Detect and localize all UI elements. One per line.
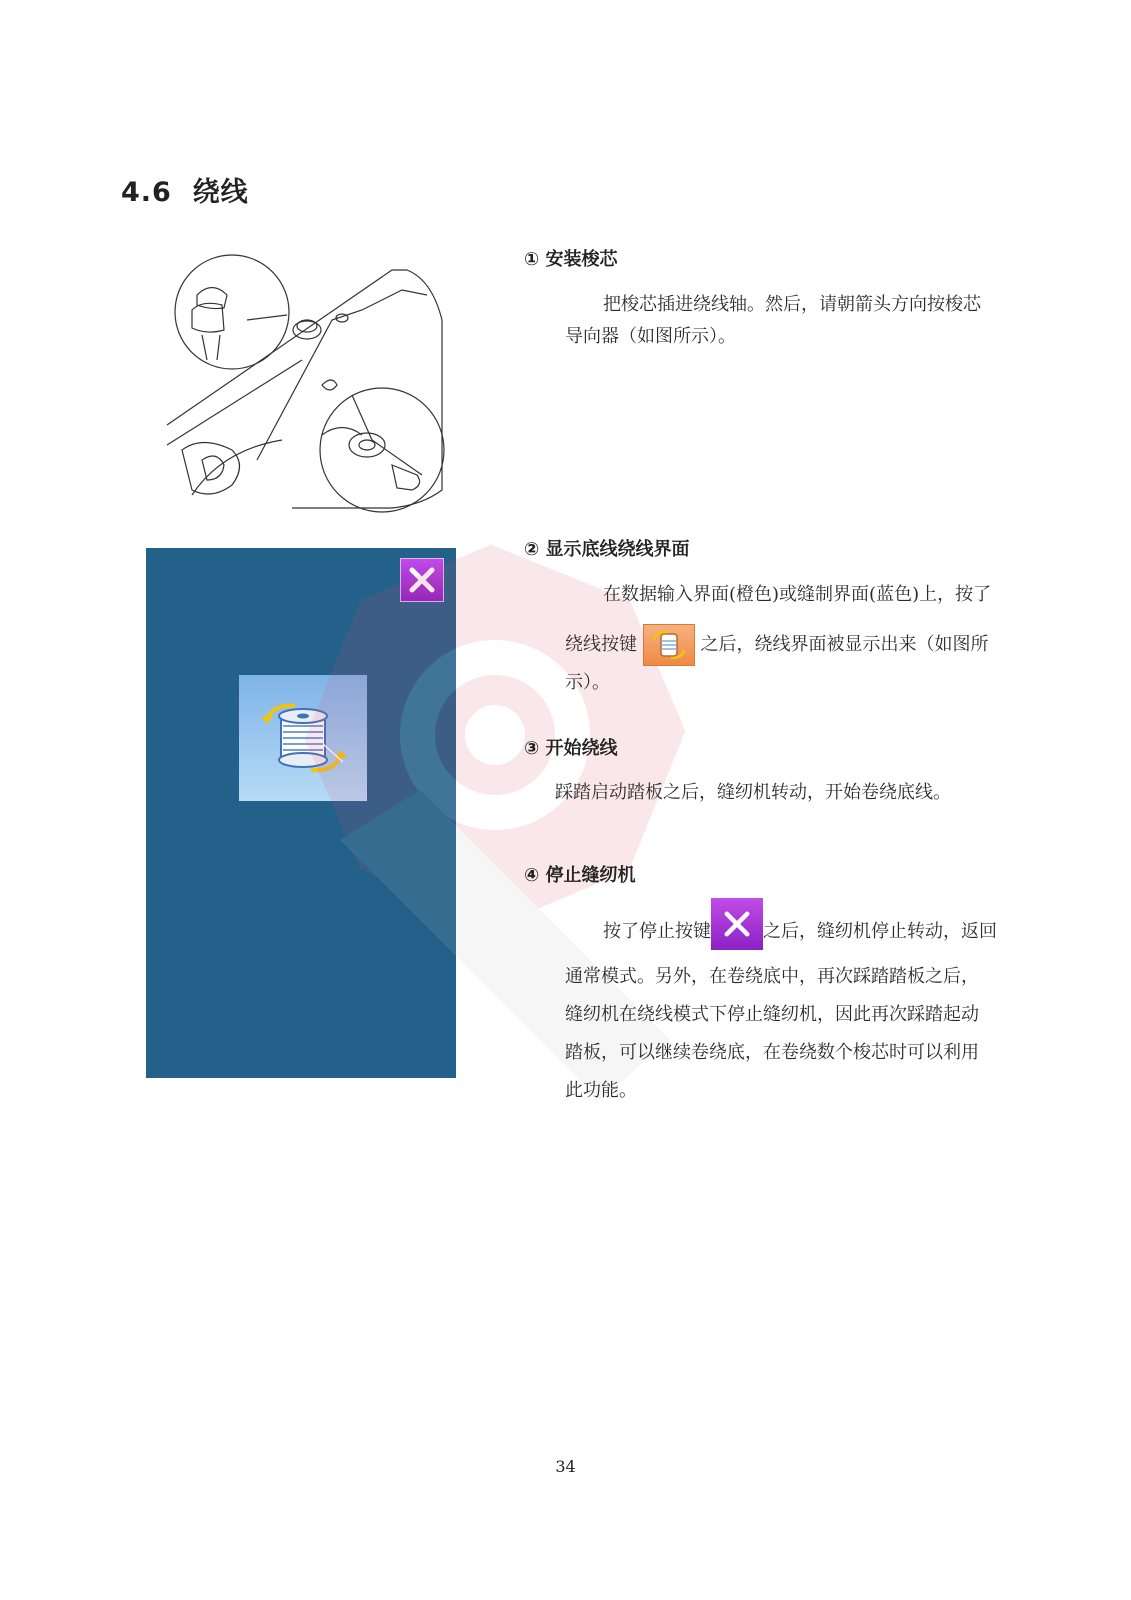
bobbin-winding-button[interactable] — [239, 675, 367, 801]
step-2-title: ② 显示底线绕线界面 — [524, 539, 690, 560]
section-heading — [121, 170, 249, 209]
close-x-icon — [407, 565, 437, 595]
step-1-text: 把梭芯插进绕线轴。然后，请朝箭头方向按梭芯 导向器（如图所示）。 — [565, 294, 981, 347]
winding-screen-panel — [146, 548, 456, 1078]
bobbin-winding-key-icon — [643, 624, 695, 666]
step-4-title: ④ 停止缝纫机 — [524, 865, 636, 886]
step-1-title: ① 安装梭芯 — [524, 249, 618, 270]
stop-key-icon — [711, 898, 763, 950]
bobbin-installation-illustration — [162, 250, 457, 520]
step-3-title: ③ 开始绕线 — [524, 738, 618, 759]
step-3-text: 踩踏启动踏板之后，缝纫机转动，开始卷绕底线。 — [555, 782, 951, 803]
page-number: 34 — [555, 1457, 576, 1476]
section-number: 4.6 — [121, 177, 172, 208]
step-2-text: 在数据输入界面(橙色)或缝制界面(蓝色)上，按了 绕线按键 之后，绕线界面被显示出来（如图所 示）。 — [565, 584, 992, 693]
bobbin-winding-icon — [253, 698, 353, 778]
section-title: 绕线 — [192, 177, 249, 208]
close-button[interactable] — [400, 558, 444, 602]
step-4-text: 按了停止按键 之后，缝纫机停止转动，返回 通常模式。另外，在卷绕底中，再次踩踏踏板之后， 缝纫机在绕线模式下停止缝纫机，因此再次踩踏起动 踏板，可以继续卷绕底，在卷绕数个梭芯时可以利用 此功能。 — [565, 906, 1045, 1110]
